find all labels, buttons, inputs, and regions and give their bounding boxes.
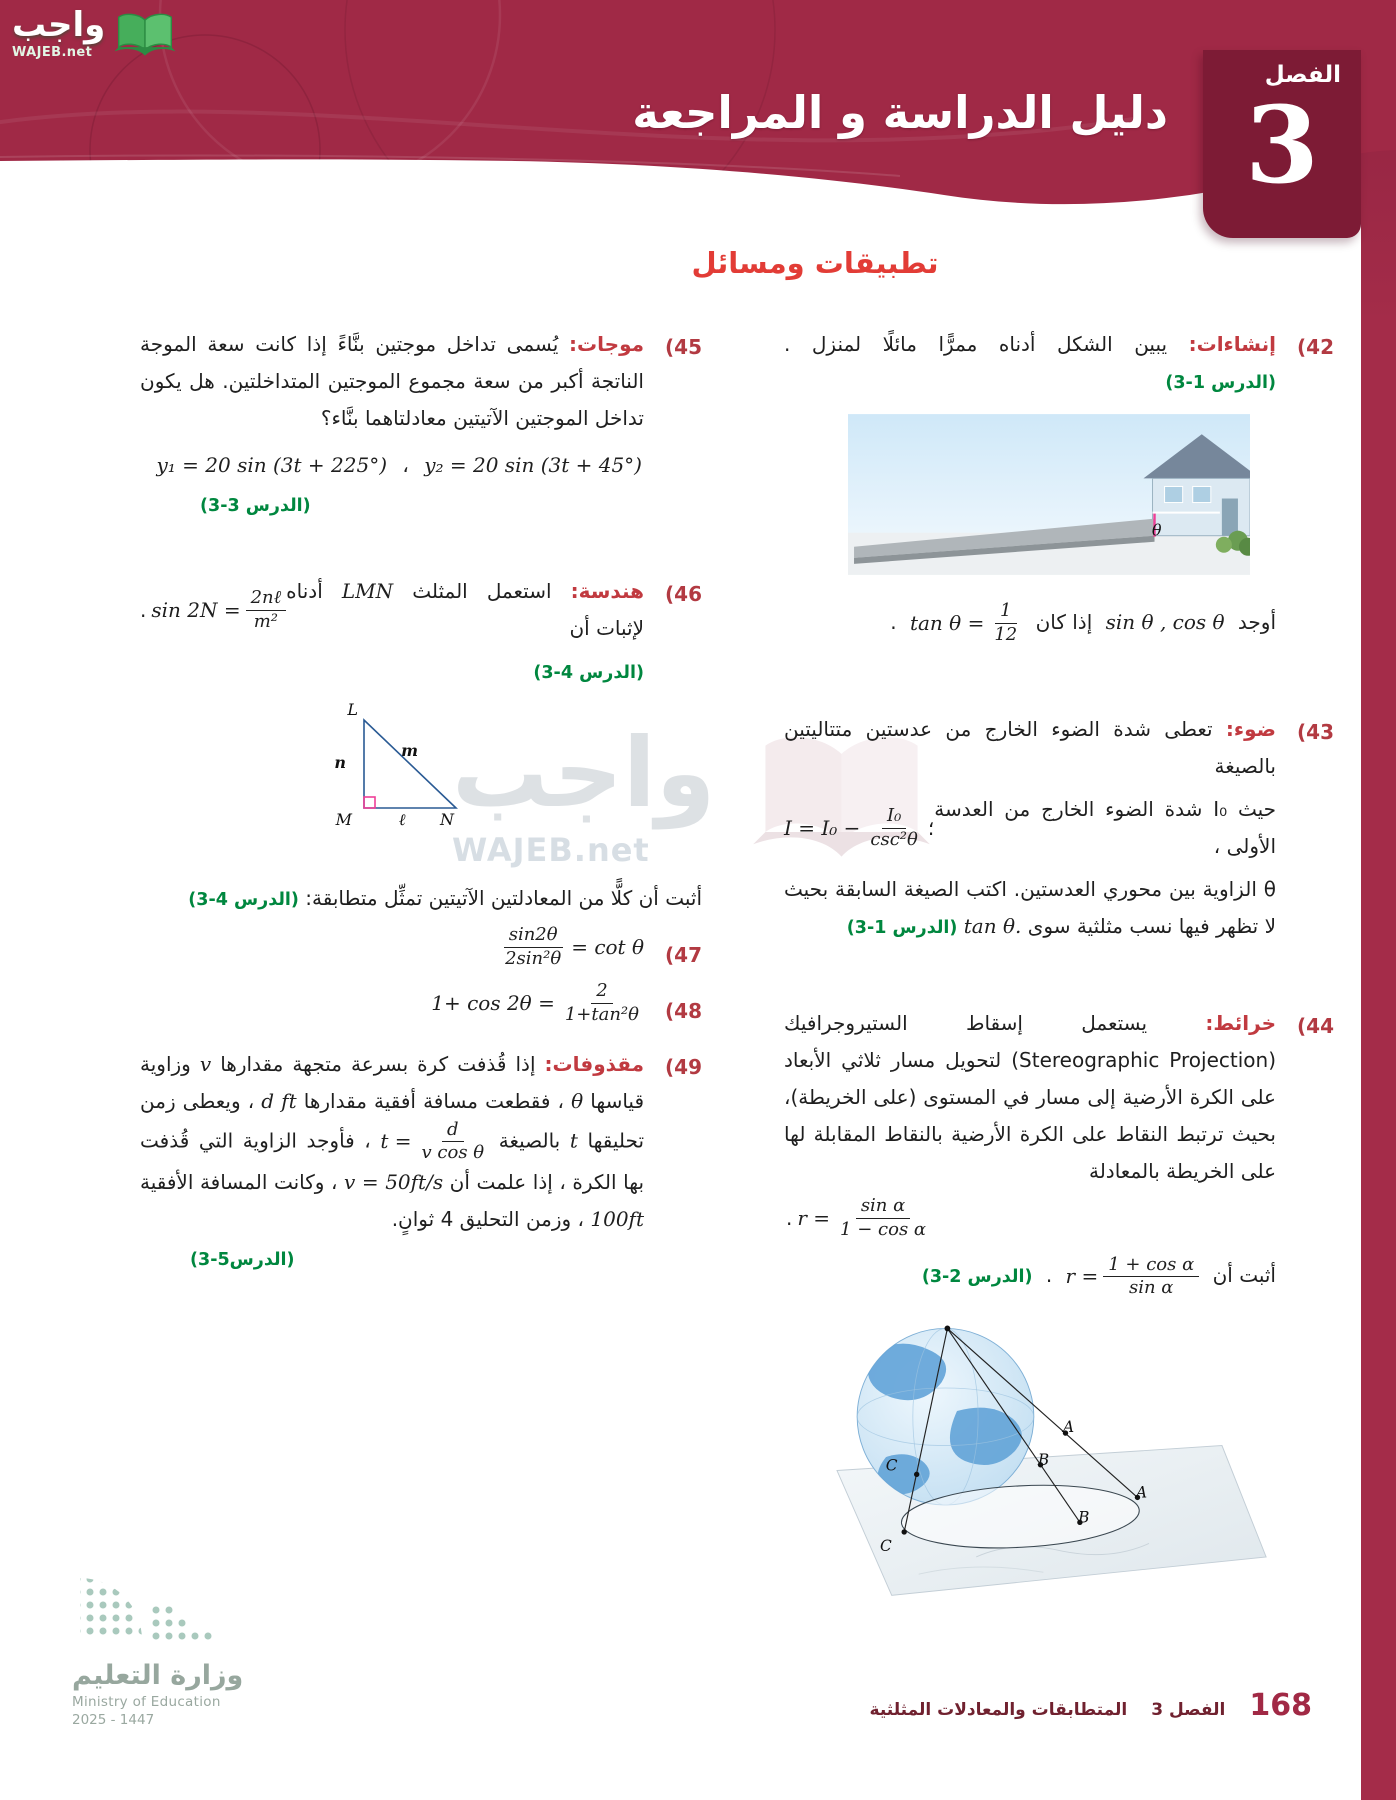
ministry-name-arabic: وزارة التعليم [72,1660,244,1691]
p49-seg7: ، وكانت المسافة الأفقية [140,1170,338,1195]
q42-tan-equation [910,601,1022,645]
p49-formula [380,1120,489,1164]
problems-47-48-intro [140,880,702,917]
p46-frac-den: m² [253,610,279,632]
p44-f1-den: 1 − cos α [840,1219,927,1241]
globe-point-b-plane: B [1078,1508,1090,1527]
problem-44-number: (44 [1297,1014,1334,1039]
problem-43-body [784,871,1276,945]
ramp-figure [848,414,1250,587]
q42-if: إذا كان [1035,609,1093,634]
p45-body-text: يُسمى تداخل موجتين بنَّاءً إذا كانت سعة الموجة الناتجة أكبر من سعة مجموع الموجتين المتداخلتين. هل يكون تداخل الموجتين الآتيتين معادلتاهما بنَّاء؟ [140,332,644,430]
problem-49-keyword: مقذوفات: [544,1051,645,1076]
problem-43-formula [784,806,934,850]
triangle-vertex-n: N [440,810,454,829]
stereographic-projection-figure [832,1315,1274,1615]
p44-f2-lhs: r = [1065,1264,1099,1289]
p44-f1-fraction [835,1196,931,1240]
problem-45-number: (45 [665,335,702,359]
triangle-vertex-m: M [335,810,352,829]
p46-dot: . [140,597,147,622]
problem-43-intro [784,711,1276,785]
problem-48 [140,981,702,1025]
p46-body2: أدناه لإثبات أن [286,579,644,640]
p47-formula [500,925,644,969]
ministry-name-english: Ministry of Education [72,1694,221,1710]
page-footer [870,1688,1312,1723]
problems-column-right [784,326,1334,1615]
triangle-side-n: n [334,753,346,772]
problem-42-keyword: إنشاءات: [1188,332,1276,356]
problem-46-keyword: هندسة: [570,579,645,603]
problem-43-intro-text: تعطى شدة الضوء الخارج من عدستين متتاليتين بالصيغة [784,717,1276,779]
p49-frac-den: v cos θ [421,1142,485,1164]
problem-45-lesson: (الدرس 3-3) [200,496,311,516]
triangle-side-m: m [401,741,418,760]
ministry-years: 2025 - 1447 [72,1712,155,1728]
problem-46-number: (46 [665,582,702,606]
p44-f1-lhs: r = [797,1206,831,1231]
section-title: تطبيقات ومسائل [691,246,939,280]
problem-43-formula-line [784,791,1276,865]
problem-45-body [140,326,644,437]
wajeb-logo [12,5,177,60]
chapter-tab [1203,50,1361,238]
problem-48-number: (48 [665,999,702,1024]
p48-lhs: 1+ cos 2θ = [431,991,555,1016]
p44-f2-den: sin α [1128,1277,1174,1299]
ramp-angle-label: θ [1151,520,1162,540]
problem-43-keyword: ضوء: [1225,717,1276,742]
p49-seg6: ، فأوجد الزاوية التي قُذفت بها الكرة ، إذا علمت أن [140,1128,645,1195]
triangle-figure-drawing [326,700,486,840]
problem-42-number: (42 [1297,335,1334,359]
page-title: دليل الدراسة و المراجعة [632,86,1168,139]
p49-distance: 100ft [590,1207,644,1232]
p43-semicolon: ؛ [927,815,935,840]
problem-48-equation [140,981,644,1025]
globe-point-c-top: C [885,1456,898,1475]
problem-46-lesson-line [140,653,644,690]
p47-frac-num: sin2θ [504,925,563,948]
globe-figure-drawing [832,1315,1274,1603]
q42-frac-den: 12 [994,623,1018,645]
p46-formula [140,588,286,632]
problem-46-statement [140,573,644,647]
p49-seg5: بالصيغة [498,1128,561,1153]
problem-44-lesson: (الدرس 2-3) [921,1267,1033,1288]
p43-tan: tan θ. [963,914,1022,939]
ramp-figure-drawing [848,414,1250,575]
chapter-number: 3 [1245,82,1319,207]
problem-49-number: (49 [665,1054,702,1079]
p43-frac-den: csc²θ [870,828,918,850]
footer-chapter: الفصل 3 [1151,1700,1226,1720]
p44-body2: لتحويل مسار ثلاثي الأبعاد على الكرة الأرضية إلى مسار في المستوى (على الخريطة)، بحيث ترتبط النقاط على الكرة الأرضية بالنقاط المقابلة لها على الخريطة بالمعادلة [784,1048,1276,1184]
p44-f1-num: sin α [856,1196,910,1219]
p43-frac-num: I₀ [882,806,906,829]
globe-point-c-plane: C [879,1537,892,1556]
triangle-side-l: ℓ [399,810,406,829]
problem-46 [140,573,702,852]
problem-42-question [784,601,1276,645]
q42-sincos: sin θ , cos θ [1105,609,1225,634]
p4748-intro-lesson: (الدرس 4-3) [188,890,299,910]
problem-49 [140,1046,702,1277]
q42-find: أوجد [1237,609,1276,634]
problem-49-body [140,1046,644,1238]
problem-45-equations [142,447,642,484]
problem-47-number: (47 [665,943,702,967]
problem-44-keyword: خرائط: [1205,1011,1277,1036]
problem-46-lesson: (الدرس 4-3) [533,663,644,683]
problem-45-lesson-line [140,486,644,523]
p44-formula-1 [786,1196,931,1240]
q42-fraction [989,601,1022,645]
p4748-intro-text-line [140,880,702,917]
p49-var-t: t [569,1128,578,1153]
p47-fraction [500,925,566,969]
p49-seg8: ، وزمن التحليق 4 ثوانٍ. [391,1207,585,1232]
p47-frac-den: 2sin²θ [505,947,562,969]
q42-frac-num: 1 [995,601,1016,624]
problem-43-lesson: (الدرس 1-3) [846,918,958,939]
p45-equation-2: y₂ = 20 sin (3t + 45°) [424,453,642,477]
p44-body1: يستعمل إسقاط الستيروجرافيك [784,1011,1148,1036]
p47-rhs: = cot θ [571,934,644,959]
wajeb-logo-text-block [12,5,106,60]
problem-43-after-text: حيث I₀ شدة الضوء الخارج من العدسة الأولى ، [934,797,1276,859]
globe-point-b-top: B [1037,1450,1050,1469]
p44-f2-fraction [1103,1255,1199,1299]
chapter-label: الفصل [1264,62,1341,88]
p48-frac-num: 2 [591,981,612,1004]
p4748-intro-text: أثبت أن كلًّا من المعادلتين الآتيتين تمثِّل متطابقة: [305,886,702,910]
p49-v-value: v = 50ft/s [344,1170,444,1195]
p44-f2-dot: . [1045,1263,1053,1288]
p49-seg2: وزاوية قياسها [140,1051,645,1113]
p45-separator: ، [402,453,409,477]
problem-43 [784,711,1334,945]
problem-44-prove-line [784,1255,1276,1299]
chapter-header [0,0,1396,242]
wajeb-book-icon [113,10,177,60]
p44-formula-2 [1066,1255,1200,1299]
page-edge-strip [1361,0,1396,1800]
p49-var-dft: d ft [261,1088,297,1113]
p44-prove: أثبت أن [1212,1263,1276,1288]
p46-arabic [286,573,644,647]
p45-equation-1: y₁ = 20 sin (3t + 225°) [156,453,388,477]
p49-var-v: v [199,1051,212,1076]
p43-formula-lhs: I = I₀ − [784,815,861,840]
p44-latin-term: (Stereographic Projection) [1011,1048,1276,1073]
problem-47-equation [140,925,644,969]
p49-seg4: ، ويعطى زمن تحليقها [140,1088,645,1153]
problem-49-lesson: (الدرس5-3) [190,1250,295,1271]
problem-42-body: يبين الشكل أدناه ممرًّا مائلًا لمنزل . [784,332,1168,356]
ministry-logo [72,1548,302,1728]
wajeb-logo-text: واجب [12,5,106,45]
p43-body-text: θ الزاوية بين محوري العدستين. اكتب الصيغة السابقة بحيث لا تظهر فيها نسب مثلثية سوى [784,877,1276,939]
p49-fraction [417,1120,490,1164]
problem-49-lesson-line [140,1240,644,1277]
problems-column-left [140,326,702,1277]
p43-fraction [865,806,922,850]
problem-45 [140,326,702,523]
p44-f1-dot: . [786,1206,793,1231]
problem-43-number: (43 [1297,720,1334,745]
watermark-site: WAJEB.net [452,831,650,869]
p48-frac-den: 1+tan²θ [564,1004,639,1026]
p44-f2-num: 1 + cos α [1103,1255,1199,1278]
p48-formula [431,981,644,1025]
p49-seg3: ، فقطعت مسافة أفقية مقدارها [303,1088,565,1113]
p49-seg1: إذا قُذفت كرة بسرعة متجهة مقدارها [220,1051,536,1076]
problem-42-lesson: (الدرس 1-3) [1165,373,1276,393]
problem-42-text [784,326,1276,400]
p46-fraction [246,588,287,632]
footer-chapter-title: المتطابقات والمعادلات المثلثية [869,1700,1128,1720]
triangle-vertex-l: L [347,700,358,719]
p49-formula-lhs: t = [380,1129,412,1154]
p46-frac-num: 2nℓ [246,588,287,611]
problem-47 [140,925,702,969]
p46-triangle-name: LMN [341,579,394,603]
problem-45-keyword: موجات: [569,332,644,356]
p46-body1: استعمل المثلث [412,579,552,603]
globe-point-a-top: A [1063,1418,1075,1437]
q42-tan-lhs: tan θ = [909,610,985,635]
problem-44 [784,1005,1334,1615]
ministry-dots-icon [72,1548,232,1648]
triangle-lmn-figure [326,700,486,852]
problem-42 [784,326,1334,645]
p49-frac-num: d [442,1120,464,1143]
page-number: 168 [1249,1688,1312,1723]
p48-fraction [560,981,644,1025]
q42-period: . [890,609,897,634]
wajeb-logo-site: WAJEB.net [12,45,93,60]
p46-formula-lhs: sin 2N = [151,597,241,622]
problem-44-body [784,1005,1276,1190]
p49-var-theta: θ [571,1088,584,1113]
globe-point-a-plane: A [1135,1483,1148,1502]
watermark-text: واجب [452,717,716,829]
problem-44-formula-line [784,1196,1276,1240]
